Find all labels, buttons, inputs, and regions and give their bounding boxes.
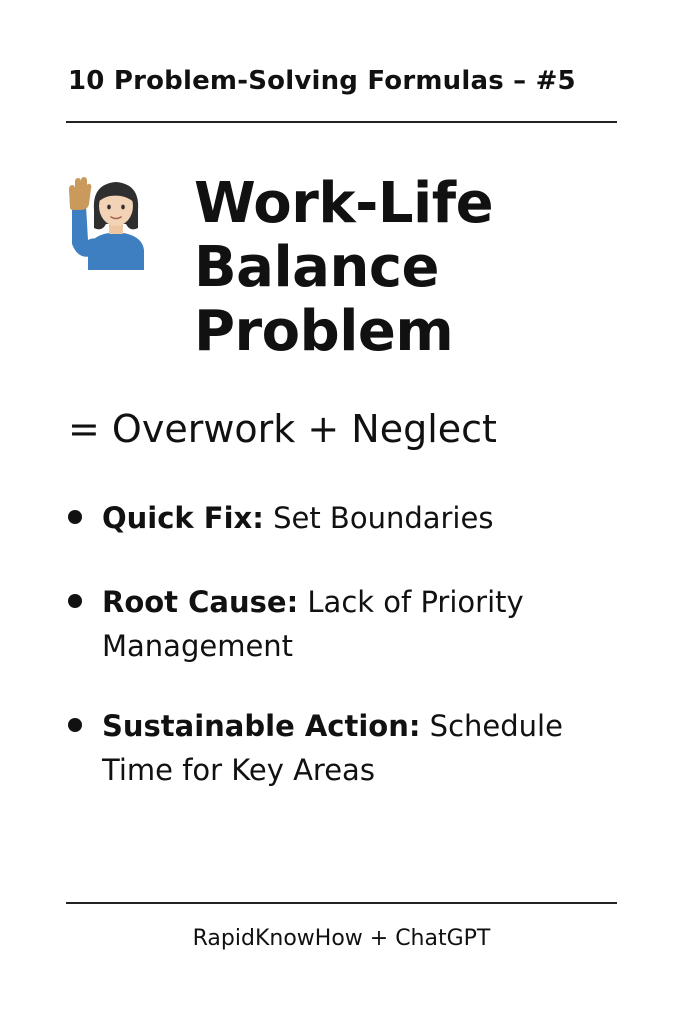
problem-title xyxy=(194,172,493,364)
top-divider xyxy=(66,121,617,123)
bullet-value: Set Boundaries xyxy=(263,501,494,535)
bottom-divider xyxy=(66,902,617,904)
problem-title-line-2: Balance xyxy=(194,235,439,300)
bullet-label: Root Cause: xyxy=(102,585,299,619)
bullet-dot-icon xyxy=(68,510,82,524)
bullet-value: Lack of Priority Management xyxy=(102,585,524,663)
bullet-dot-icon xyxy=(68,594,82,608)
footer-credit: RapidKnowHow + ChatGPT xyxy=(192,926,491,951)
problem-title-line-3: Problem xyxy=(194,299,454,364)
person-raising-hand-icon xyxy=(66,170,166,270)
bullet-text xyxy=(102,580,622,668)
bullet-label: Quick Fix: xyxy=(102,501,264,535)
bullet-value: Schedule Time for Key Areas xyxy=(102,709,563,787)
bullet-text xyxy=(102,704,622,792)
series-title: 10 Problem-Solving Formulas – #5 xyxy=(68,66,576,96)
formula: = Overwork + Neglect xyxy=(68,407,497,451)
problem-title-line-1: Work-Life xyxy=(194,171,494,236)
bullet-label: Sustainable Action: xyxy=(102,709,421,743)
bullet-dot-icon xyxy=(68,718,82,732)
bullet-text xyxy=(102,496,622,540)
